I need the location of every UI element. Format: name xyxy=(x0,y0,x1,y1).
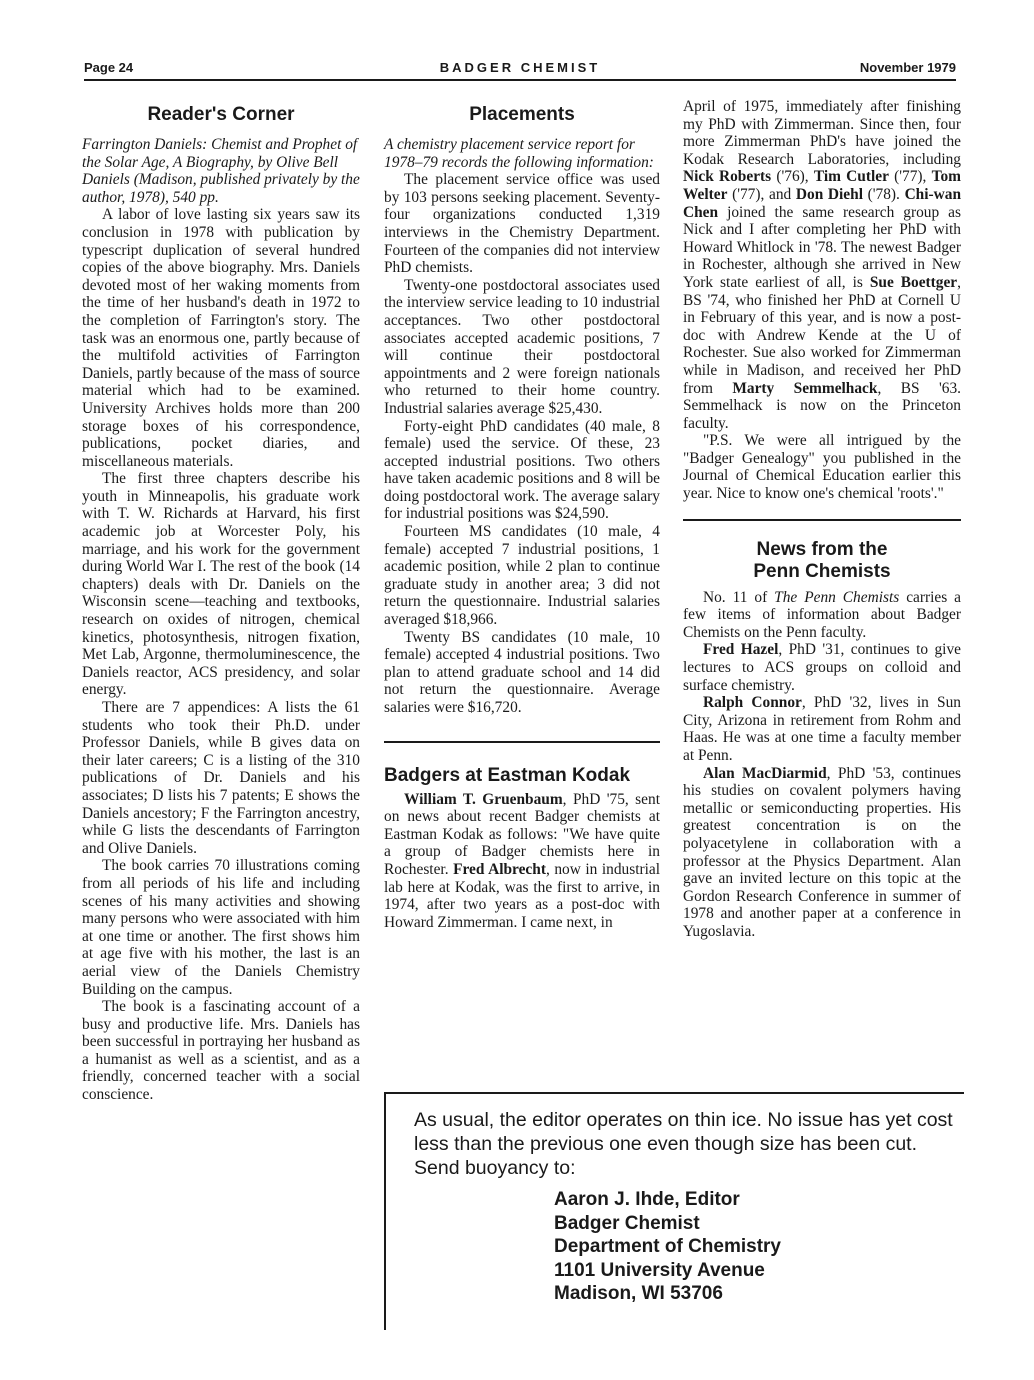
penn-item: Alan MacDiarmid, PhD '53, continues his studies on covalent polymers having metallic or semiconducting properties. His greatest concentration is on the polyacetylene in collaboration with a professor at the Physics Department. Alan gave an invited lecture on this topic at the Gordon Research Conference in summer of 1978 and another paper at a conference in Yugoslavia. xyxy=(683,764,961,940)
readers-corner-paragraph: The first three chapters describe his youth in Minneapolis, his graduate work with T. W. Richards at Harvard, his first academic job at Worcester Poly, his marriage, and his work for the government during World War I. The rest of the book (14 chapters) deals with Dr. Daniels on the Wisconsin scene—teaching and textbooks, research on oxides of nitrogen, chemical kinetics, photosynthesis, nitrogen fixation, Met Lab, Argonne, thermoluminescence, the Daniels reactor, ACS presidency, and solar energy. xyxy=(82,470,360,699)
page-number: Page 24 xyxy=(84,60,134,75)
kodak-continued-paragraph: April of 1975, immediately after finishing my PhD with Zimmerman. Since then, four more Zimmerman PhD's have joined the Kodak Research Laboratories, including Nick Roberts ('76), Tim Cutler ('77), Tom Welter ('77), and Don Diehl ('78). Chi-wan Chen joined the same research group as Nick and I after completing her PhD with Howard Whitlock in '78. The newest Badger in Rochester, although she arrived in New York state earliest of all, is Sue Boettger, BS '74, who finished her PhD at Cornell U in February of this year, and is now a post-doc with Andrew Kende at the U of Rochester. Sue also worked for Zimmerman while in Madison, and received her PhD from Marty Semmelhack, BS '63. Semmelhack is now on the Princeton faculty. xyxy=(683,98,962,432)
address-line: 1101 University Avenue xyxy=(554,1259,765,1281)
person-name: Chi-wan Chen xyxy=(683,185,962,221)
person-name: Tim Cutler xyxy=(813,168,889,186)
placements-paragraph: Twenty BS candidates (10 male, 10 female) accepted 4 industrial positions. Two plan to attend graduate school and 14 did not return the questionnaire. Average salaries were $16,720. xyxy=(384,628,660,716)
person-name: Nick Roberts xyxy=(683,168,772,186)
penn-intro: No. 11 of The Penn Chemists carries a few items of information about Badger Chemists on the Penn faculty. xyxy=(683,588,961,641)
header-rule xyxy=(84,79,956,81)
publication-name: The Penn Chemists xyxy=(774,588,900,606)
book-reference: Farrington Daniels: Chemist and Prophet of the Solar Age, A Biography, by Olive Bell Daniels (Madison, published privately by the author, 1978), 540 pp. xyxy=(82,136,360,206)
person-name: Sue Boettger xyxy=(869,273,958,291)
readers-corner-paragraph: The book is a fascinating account of a busy and productive life. Mrs. Daniels has been successful in portraying her husband as a humanist as well as a scientist, and as a friendly, concerned teacher with a social conscience. xyxy=(82,998,360,1104)
issue-date: November 1979 xyxy=(859,60,956,75)
placements-paragraph: The placement service office was used by 103 persons seeking placement. Seventy-four organizations conducted 1,319 interviews in the Chemistry Department. Fourteen of the companies did not interview PhD chemists. xyxy=(384,171,660,277)
publication-title: BADGER CHEMIST xyxy=(439,60,601,75)
placements-paragraph: Forty-eight PhD candidates (40 male, 8 female) used the service. Of these, 23 accepted industrial positions. Two others have taken academic positions and 8 will be doing postdoctoral work. The average salary for industrial positions was $24,590. xyxy=(384,417,660,523)
page-header xyxy=(84,58,956,80)
readers-corner-paragraph: The book carries 70 illustrations coming from all periods of his life and including scenes of his many activities and showing many persons who were associated with him at one time or another. The first shows him at age five with his mother, the last is an aerial view of the Daniels Chemistry Building on the campus. xyxy=(82,857,360,998)
address-line: Aaron J. Ihde, Editor xyxy=(554,1189,740,1210)
placements-heading: Placements xyxy=(469,104,575,125)
kodak-paragraph: William T. Gruenbaum, PhD '75, sent on news about recent Badger chemists at Eastman Kodak as follows: "We have quite a group of Badger chemists here in Rochester. Fred Albrecht, now in industrial lab here at Kodak, was the first to arrive, in 1974, after two years as a post-doc with Howard Zimmerman. I came next, in xyxy=(384,790,660,931)
address-line: Department of Chemistry xyxy=(554,1236,781,1257)
penn-item: Fred Hazel, PhD '31, continues to give lectures to ACS groups on colloid and surface chemistry. xyxy=(683,641,961,694)
person-name: Don Diehl xyxy=(795,185,863,203)
person-name: William T. Gruenbaum xyxy=(404,790,563,808)
person-name: Fred Albrecht xyxy=(453,860,546,878)
placements-paragraph: Fourteen MS candidates (10 male, 4 female) accepted 7 industrial positions, 1 academic position, while 2 plan to continue graduate study in another area; 3 did not return the questionnaire. Industrial salaries averaged $18,966. xyxy=(384,523,660,629)
kodak-heading: Badgers at Eastman Kodak xyxy=(384,764,631,786)
person-name: Ralph Connor xyxy=(703,694,802,712)
penn-item: Ralph Connor, PhD '32, lives in Sun City, Arizona in retirement from Rohm and Haas. He was at one time a faculty member at Penn. xyxy=(683,694,961,764)
column-readers-corner xyxy=(82,104,360,1104)
section-divider xyxy=(384,741,660,743)
column-continued xyxy=(683,98,961,941)
column-placements xyxy=(384,104,660,931)
editor-message: As usual, the editor operates on thin ice. No issue has yet cost less than the previous one even though size has been cut. Send buoyancy to: xyxy=(414,1109,953,1179)
person-name: Alan MacDiarmid xyxy=(703,764,827,782)
person-name: Tom Welter xyxy=(683,168,961,203)
kodak-postscript: "P.S. We were all intrigued by the "Badger Genealogy" you published in the Journal of Chemical Education earlier this year. Nice to know one's chemical 'roots'." xyxy=(683,432,961,503)
placements-lead: A chemistry placement service report for 1978–79 records the following information: xyxy=(384,136,654,171)
readers-corner-paragraph: There are 7 appendices: A lists the 61 students who took their Ph.D. under Professor Daniels, while B gives data on their later careers; C is a listing of the 310 publications of Dr. Daniels and his associates; D lists his 7 patents; E shows the Daniels ancestory; F the Farrington ancestry, while G lists the descendants of Farrington and Olive Daniels. xyxy=(82,699,360,857)
readers-corner-paragraph: A labor of love lasting six years saw its conclusion in 1978 with publication by typescript duplication of several hundred copies of the above biography. Mrs. Daniels devoted most of her waking moments from the time of her husband's death in 1972 to the completion of Farrington's story. The task was an enormous one, partly because of the multifold activities of Farrington Daniels, partly because of the mass of source material which had to be examined. University Archives holds more than 200 storage boxes of his correspondence, publications, pocket diaries, and miscellaneous materials. xyxy=(82,206,360,470)
penn-heading: News from the Penn Chemists xyxy=(753,538,891,582)
person-name: Marty Semmelhack xyxy=(732,379,878,397)
editor-note-box xyxy=(384,1092,964,1330)
placements-paragraph: Twenty-one postdoctoral associates used the interview service leading to 10 industrial acceptances. Two other postdoctoral associates accepted academic positions, 7 will continue their postdoctoral appointments and 2 were foreign nationals who returned to their home country. Industrial salaries average $25,430. xyxy=(384,276,660,417)
address-line: Badger Chemist xyxy=(554,1212,700,1234)
address-line: Madison, WI 53706 xyxy=(554,1283,723,1304)
person-name: Fred Hazel xyxy=(703,641,779,659)
section-divider xyxy=(683,519,961,521)
readers-corner-heading: Reader's Corner xyxy=(147,104,295,125)
editor-address xyxy=(554,1188,781,1306)
